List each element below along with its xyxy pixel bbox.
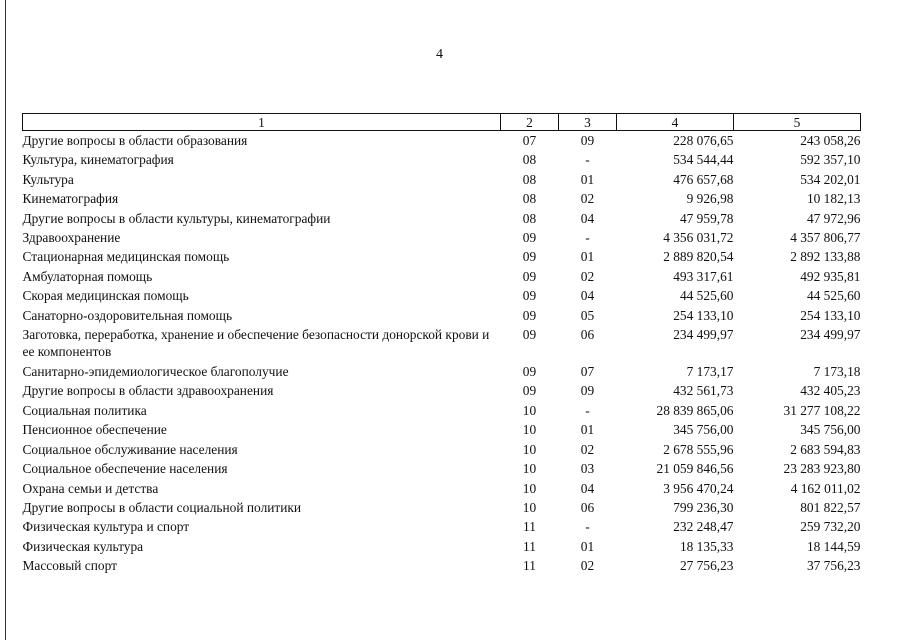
subsection-code-cell: 04 bbox=[580, 480, 595, 496]
amount-cell: 432 405,23 bbox=[800, 383, 861, 399]
subsection-code-cell: 01 bbox=[580, 171, 595, 187]
amount-cell: 254 133,10 bbox=[800, 307, 861, 323]
table-body bbox=[23, 131, 861, 576]
amount-cell: 10 182,13 bbox=[806, 191, 861, 207]
section-code-cell: 08 bbox=[522, 210, 537, 226]
row-name-cell: Здравоохранение bbox=[22, 230, 121, 246]
subsection-code-cell: 05 bbox=[580, 307, 595, 323]
amount-cell: 801 822,57 bbox=[800, 499, 861, 515]
amount-cell: 254 133,10 bbox=[673, 307, 734, 323]
amount-cell: 3 956 470,24 bbox=[663, 480, 734, 496]
amount-cell: 476 657,68 bbox=[673, 171, 734, 187]
section-code-cell: 10 bbox=[522, 499, 537, 515]
table-header-row bbox=[23, 114, 861, 131]
header-col-1: 1 bbox=[23, 114, 501, 131]
subsection-code-cell: 02 bbox=[580, 191, 595, 207]
table-row bbox=[23, 286, 861, 305]
row-name-cell: Другие вопросы в области образования bbox=[22, 133, 248, 148]
table-row bbox=[23, 537, 861, 556]
section-code-cell: 08 bbox=[522, 152, 537, 168]
row-name-cell: Физическая культура bbox=[22, 538, 144, 554]
row-name-cell: Культура, кинематография bbox=[22, 152, 174, 168]
table-row bbox=[23, 247, 861, 266]
subsection-code-cell: - bbox=[585, 152, 590, 168]
table-row bbox=[23, 479, 861, 498]
section-code-cell: 10 bbox=[522, 402, 537, 418]
amount-cell: 4 162 011,02 bbox=[790, 480, 861, 496]
amount-cell: 799 236,30 bbox=[673, 499, 734, 515]
amount-cell: 23 283 923,80 bbox=[783, 461, 861, 477]
amount-cell: 234 499,97 bbox=[673, 327, 734, 343]
amount-cell: 432 561,73 bbox=[673, 383, 734, 399]
page-number: 4 bbox=[436, 47, 443, 62]
subsection-code-cell: 01 bbox=[580, 538, 595, 554]
subsection-code-cell: 06 bbox=[580, 327, 595, 343]
amount-cell: 2 678 555,96 bbox=[663, 441, 734, 457]
amount-cell: 28 839 865,06 bbox=[656, 402, 734, 418]
row-name-cell: Скорая медицинская помощь bbox=[22, 288, 189, 304]
amount-cell: 18 135,33 bbox=[679, 538, 734, 554]
section-code-cell: 09 bbox=[522, 307, 537, 323]
amount-cell: 2 892 133,88 bbox=[790, 249, 861, 265]
subsection-code-cell: 04 bbox=[580, 288, 595, 304]
header-col-2: 2 bbox=[501, 114, 559, 131]
table-row bbox=[23, 362, 861, 381]
row-name-cell: Социальная политика bbox=[22, 402, 147, 418]
subsection-code-cell: 02 bbox=[580, 558, 595, 574]
section-code-cell: 09 bbox=[522, 268, 537, 284]
header-col-5: 5 bbox=[734, 114, 861, 131]
amount-cell: 9 926,98 bbox=[686, 191, 734, 207]
amount-cell: 592 357,10 bbox=[800, 152, 861, 168]
table-row bbox=[23, 517, 861, 536]
row-name-cell: Амбулаторная помощь bbox=[22, 268, 153, 284]
amount-cell: 7 173,17 bbox=[686, 364, 734, 380]
row-name-cell: Другие вопросы в области культуры, кинематографии bbox=[22, 210, 331, 226]
row-name-cell: Пенсионное обеспечение bbox=[22, 422, 167, 438]
amount-cell: 534 544,44 bbox=[673, 152, 734, 168]
section-code-cell: 11 bbox=[523, 558, 536, 574]
amount-cell: 492 935,81 bbox=[800, 268, 861, 284]
table-row bbox=[23, 556, 861, 575]
amount-cell: 7 173,18 bbox=[813, 364, 861, 380]
subsection-code-cell: 01 bbox=[580, 422, 595, 438]
page-left-border bbox=[5, 0, 6, 640]
table-row bbox=[23, 401, 861, 420]
table-row bbox=[23, 131, 861, 151]
subsection-code-cell: 01 bbox=[580, 249, 595, 265]
section-code-cell: 07 bbox=[522, 133, 537, 148]
section-code-cell: 09 bbox=[522, 230, 537, 246]
amount-cell: 4 357 806,77 bbox=[790, 230, 861, 246]
section-code-cell: 09 bbox=[522, 249, 537, 265]
table-row bbox=[23, 420, 861, 439]
section-code-cell: 09 bbox=[522, 288, 537, 304]
header-col-3: 3 bbox=[559, 114, 617, 131]
table-row bbox=[23, 228, 861, 247]
subsection-code-cell: 04 bbox=[580, 210, 595, 226]
section-code-cell: 08 bbox=[522, 171, 537, 187]
section-code-cell: 08 bbox=[522, 191, 537, 207]
section-code-cell: 10 bbox=[522, 441, 537, 457]
section-code-cell: 11 bbox=[523, 519, 536, 535]
subsection-code-cell: 02 bbox=[580, 268, 595, 284]
amount-cell: 21 059 846,56 bbox=[656, 461, 734, 477]
section-code-cell: 09 bbox=[522, 383, 537, 399]
subsection-code-cell: 03 bbox=[580, 461, 595, 477]
budget-table bbox=[22, 113, 861, 576]
amount-cell: 47 959,78 bbox=[679, 210, 734, 226]
table-row bbox=[23, 189, 861, 208]
row-name-cell: Другие вопросы в области здравоохранения bbox=[22, 383, 274, 399]
subsection-code-cell: 07 bbox=[580, 364, 595, 380]
amount-cell: 44 525,60 bbox=[679, 288, 734, 304]
row-name-cell: Санитарно-эпидемиологическое благополучие bbox=[22, 364, 289, 380]
subsection-code-cell: 09 bbox=[580, 383, 595, 399]
amount-cell: 345 756,00 bbox=[800, 422, 861, 438]
table-row bbox=[23, 306, 861, 325]
subsection-code-cell: 09 bbox=[580, 133, 595, 148]
row-name-cell: Кинематография bbox=[22, 191, 119, 207]
amount-cell: 31 277 108,22 bbox=[783, 402, 861, 418]
subsection-code-cell: - bbox=[585, 402, 590, 418]
amount-cell: 27 756,23 bbox=[679, 558, 734, 574]
table-row bbox=[23, 150, 861, 169]
row-name-cell: Социальное обеспечение населения bbox=[22, 461, 228, 477]
subsection-code-cell: - bbox=[585, 230, 590, 246]
table-row bbox=[23, 325, 861, 362]
amount-cell: 259 732,20 bbox=[800, 519, 861, 535]
amount-cell: 228 076,65 bbox=[673, 133, 734, 148]
table-row bbox=[23, 459, 861, 478]
section-code-cell: 10 bbox=[522, 422, 537, 438]
amount-cell: 18 144,59 bbox=[806, 538, 861, 554]
subsection-code-cell: - bbox=[585, 519, 590, 535]
table-row bbox=[23, 440, 861, 459]
section-code-cell: 09 bbox=[522, 364, 537, 380]
amount-cell: 4 356 031,72 bbox=[663, 230, 734, 246]
row-name-cell: Санаторно-оздоровительная помощь bbox=[22, 307, 233, 323]
row-name-cell: Культура bbox=[22, 171, 74, 187]
table-row bbox=[23, 170, 861, 189]
table-row bbox=[23, 498, 861, 517]
amount-cell: 47 972,96 bbox=[806, 210, 861, 226]
amount-cell: 493 317,61 bbox=[673, 268, 734, 284]
amount-cell: 345 756,00 bbox=[673, 422, 734, 438]
amount-cell: 2 683 594,83 bbox=[790, 441, 861, 457]
amount-cell: 2 889 820,54 bbox=[663, 249, 734, 265]
table-row bbox=[23, 381, 861, 400]
amount-cell: 243 058,26 bbox=[800, 133, 861, 148]
section-code-cell: 11 bbox=[523, 538, 536, 554]
row-name-cell: Физическая культура и спорт bbox=[22, 519, 190, 535]
section-code-cell: 10 bbox=[522, 461, 537, 477]
row-name-cell: Социальное обслуживание населения bbox=[22, 441, 238, 457]
subsection-code-cell: 06 bbox=[580, 499, 595, 515]
table-row bbox=[23, 209, 861, 228]
row-name-cell: Охрана семьи и детства bbox=[22, 480, 159, 496]
amount-cell: 534 202,01 bbox=[800, 171, 861, 187]
header-col-4: 4 bbox=[617, 114, 734, 131]
row-name-cell: Другие вопросы в области социальной политики bbox=[22, 499, 302, 515]
amount-cell: 232 248,47 bbox=[673, 519, 734, 535]
subsection-code-cell: 02 bbox=[580, 441, 595, 457]
section-code-cell: 09 bbox=[522, 327, 537, 343]
row-name-cell: Заготовка, переработка, хранение и обеспечение безопасности донорской крови и ее компонентов bbox=[22, 327, 490, 360]
row-name-cell: Стационарная медицинская помощь bbox=[22, 249, 230, 265]
amount-cell: 44 525,60 bbox=[806, 288, 861, 304]
table-row bbox=[23, 267, 861, 286]
section-code-cell: 10 bbox=[522, 480, 537, 496]
amount-cell: 234 499,97 bbox=[800, 327, 861, 343]
amount-cell: 37 756,23 bbox=[806, 558, 861, 574]
row-name-cell: Массовый спорт bbox=[22, 558, 117, 574]
